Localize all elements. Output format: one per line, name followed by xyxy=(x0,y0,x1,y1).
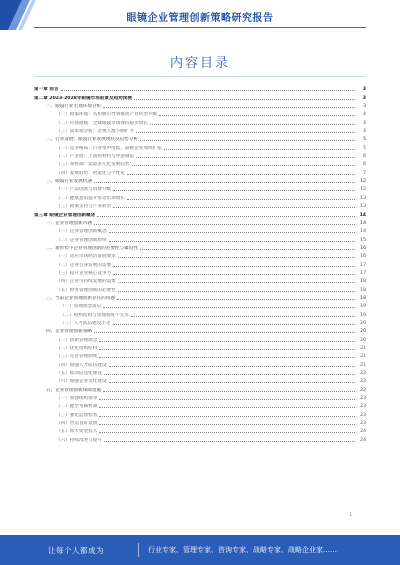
toc-entry-title: （三）需求端分析：近视人群不断扩大 xyxy=(56,129,135,135)
toc-entry-page: 16 xyxy=(360,245,366,251)
toc-leader-dots xyxy=(109,241,355,242)
toc-entry-page: 5 xyxy=(363,137,366,143)
toc-entry[interactable] xyxy=(34,326,366,334)
toc-entry-page: 3 xyxy=(362,95,366,101)
toc-entry[interactable] xyxy=(34,192,366,200)
toc-entry-page: 18 xyxy=(360,295,366,301)
toc-entry-page: 23 xyxy=(360,421,366,427)
toc-entry-title: （一）政策环境：从积极引导到推动产业转型升级 xyxy=(56,112,158,118)
toc-entry-title: 三、眼镜行业发展机遇 xyxy=(46,179,92,185)
toc-leader-dots xyxy=(164,149,355,150)
toc-leader-dots xyxy=(99,432,355,433)
toc-entry[interactable] xyxy=(34,418,366,426)
page-footer xyxy=(0,535,400,565)
toc-entry[interactable] xyxy=(34,293,366,301)
toc-entry-page: 22 xyxy=(360,379,366,385)
table-of-contents xyxy=(34,84,366,443)
toc-entry-title: （一）产品创新与消费升级 xyxy=(56,187,112,193)
page-number: 1 xyxy=(349,512,352,517)
toc-entry-page: 21 xyxy=(360,362,366,368)
toc-entry-page: 14 xyxy=(360,220,366,226)
toc-leader-dots xyxy=(109,382,355,383)
toc-entry-page: 24 xyxy=(360,437,366,443)
toc-entry-title: 二、新形势下企业管理创新的必要性与紧迫性 xyxy=(46,245,138,251)
toc-entry-page: 23 xyxy=(360,404,366,410)
toc-entry-page: 15 xyxy=(360,237,366,243)
toc-entry-page: 4 xyxy=(363,112,366,118)
toc-entry-page: 7 xyxy=(363,170,366,176)
toc-entry-title: （二）企业自身发展的需要 xyxy=(56,262,112,268)
toc-entry-title: （六）持续改进与提升 xyxy=(56,437,102,443)
toc-entry-page: 14 xyxy=(360,229,366,235)
toc-entry-title: （二）优化组织结构 xyxy=(56,346,98,351)
toc-entry[interactable] xyxy=(34,334,366,342)
toc-entry[interactable] xyxy=(34,318,366,326)
toc-entry[interactable] xyxy=(34,243,366,251)
toc-entry[interactable] xyxy=(34,201,366,209)
toc-entry-page: 12 xyxy=(360,187,366,193)
toc-leader-dots xyxy=(103,307,355,308)
toc-entry-title: 三、当前企业管理创新存在的问题 xyxy=(46,295,115,301)
toc-entry[interactable] xyxy=(34,401,366,409)
toc-entry[interactable] xyxy=(34,251,366,259)
toc-entry-page: 4 xyxy=(363,120,366,126)
toc-entry-title: （五）财务管理创新的必要性 xyxy=(56,287,116,293)
toc-leader-dots xyxy=(103,107,355,108)
toc-entry-title: 第二章 2023-2028年眼镜市场前景及趋势预测 xyxy=(34,95,132,101)
toc-entry-page: 17 xyxy=(360,262,366,268)
toc-entry[interactable] xyxy=(34,109,366,117)
toc-entry[interactable] xyxy=(34,184,366,192)
toc-entry-page: 20 xyxy=(360,329,366,335)
footer-roles: 行业专家、管理专家、咨询专家、战略专家、战略企业家…… xyxy=(148,546,337,554)
toc-entry-page: 20 xyxy=(360,320,366,326)
toc-entry-title: （三）完善管理制度 xyxy=(56,354,98,360)
toc-leader-dots xyxy=(118,282,355,283)
toc-leader-dots xyxy=(136,157,355,158)
toc-entry-page: 6 xyxy=(363,154,366,160)
toc-leader-dots xyxy=(134,99,355,100)
toc-entry-title: （五）推动信息化建设 xyxy=(56,371,102,377)
toc-entry[interactable] xyxy=(34,117,366,125)
toc-entry-title: （三）政策支持与产业转型 xyxy=(56,204,112,210)
toc-leader-dots xyxy=(118,257,355,258)
toc-entry-title: 二、行业发展：眼镜行业发展现状及趋势分析 xyxy=(46,137,138,143)
toc-entry-title: （一）加强组织领导 xyxy=(56,396,98,402)
toc-entry-title: （四）企业可持续发展的需要 xyxy=(56,279,116,285)
toc-entry[interactable] xyxy=(34,151,366,159)
toc-entry-page: 20 xyxy=(360,337,366,343)
toc-entry[interactable] xyxy=(34,351,366,359)
toc-entry-title: （四）发展趋势：智能化与个性化 xyxy=(56,170,125,176)
toc-leader-dots xyxy=(127,174,355,175)
toc-entry-page: 4 xyxy=(363,129,366,135)
toc-leader-dots xyxy=(104,374,355,375)
toc-entry[interactable] xyxy=(34,434,366,442)
toc-entry-page: 19 xyxy=(360,312,366,318)
toc-entry[interactable] xyxy=(34,409,366,417)
toc-entry[interactable] xyxy=(34,393,366,401)
toc-entry-page: 23 xyxy=(360,396,366,402)
toc-entry-page: 16 xyxy=(360,254,366,260)
toc-entry-page: 22 xyxy=(360,387,366,393)
toc-entry[interactable] xyxy=(34,234,366,242)
toc-entry-page: 3 xyxy=(363,104,366,110)
toc-entry[interactable] xyxy=(34,159,366,167)
toc-leader-dots xyxy=(136,132,355,133)
toc-entry[interactable] xyxy=(34,259,366,267)
toc-entry-page: 23 xyxy=(360,412,366,418)
toc-entry[interactable] xyxy=(34,84,366,92)
toc-entry-page: 21 xyxy=(360,354,366,360)
toc-leader-dots xyxy=(113,274,355,275)
toc-entry-page: 22 xyxy=(360,371,366,377)
toc-entry-page: 5 xyxy=(363,145,366,151)
toc-entry-title: （二）健全考核机制 xyxy=(56,404,98,410)
toc-entry[interactable] xyxy=(34,368,366,376)
toc-leader-dots xyxy=(61,90,355,91)
toc-entry-title: （三）人才队伍建设不足 xyxy=(60,320,111,326)
toc-entry-page: 13 xyxy=(360,204,366,210)
toc-leader-dots xyxy=(118,291,355,292)
toc-leader-dots xyxy=(131,316,355,317)
toc-entry-title: （一）创新管理理念 xyxy=(56,337,98,343)
toc-entry[interactable] xyxy=(34,268,366,276)
toc-entry[interactable] xyxy=(34,309,366,317)
footer-divider xyxy=(138,543,139,557)
toc-entry-page: 3 xyxy=(362,87,366,93)
toc-leader-dots xyxy=(132,165,355,166)
toc-entry-title: 五、企业管理创新保障措施 xyxy=(46,387,102,393)
toc-entry[interactable] xyxy=(34,176,366,184)
toc-leader-dots xyxy=(99,407,355,408)
toc-entry[interactable] xyxy=(34,301,366,309)
toc-leader-dots xyxy=(109,366,355,367)
toc-entry-title: 第三章 眼镜企业管理创新概述 xyxy=(34,212,96,218)
toc-entry-title: （一）企业管理创新概念 xyxy=(56,229,107,235)
toc-entry-page: 14 xyxy=(359,212,366,218)
toc-entry-page: 24 xyxy=(360,429,366,435)
toc-entry-title: 一、企业管理创新内涵 xyxy=(46,220,92,226)
toc-entry-title: （二）企业管理创新原则 xyxy=(56,237,107,243)
toc-leader-dots xyxy=(109,232,355,233)
toc-entry-title: （二）组织结构与管理制度不完善 xyxy=(60,312,129,318)
toc-entry-title: （一）适应市场经济发展要求 xyxy=(56,254,116,260)
toc-heading-divider xyxy=(34,76,366,77)
toc-leader-dots xyxy=(113,266,355,267)
toc-entry[interactable] xyxy=(34,343,366,351)
toc-entry-page: 13 xyxy=(360,195,366,201)
toc-leader-dots xyxy=(99,341,355,342)
toc-entry-page: 19 xyxy=(360,304,366,310)
toc-entry-page: 17 xyxy=(360,270,366,276)
toc-entry[interactable] xyxy=(34,142,366,150)
toc-leader-dots xyxy=(127,199,355,200)
toc-entry-page: 12 xyxy=(360,179,366,185)
toc-entry-title: （一）竞争格局：行业集中度低，品牌企业加快扩张 xyxy=(56,145,162,151)
toc-entry-page: 18 xyxy=(360,279,366,285)
toc-leader-dots xyxy=(94,332,355,333)
toc-entry-title: （二）健康意识提升带动市场增长 xyxy=(56,195,125,201)
toc-leader-dots xyxy=(150,124,355,125)
toc-leader-dots xyxy=(113,190,355,191)
toc-leader-dots xyxy=(113,324,355,325)
toc-entry[interactable] xyxy=(34,167,366,175)
toc-entry-title: （二）市场规模：全球眼镜市场保持稳步增长 xyxy=(56,120,148,126)
toc-entry-title: 一、眼镜行业宏观环境分析 xyxy=(46,104,102,110)
toc-entry[interactable] xyxy=(34,134,366,142)
toc-entry-title: （三）提升企业核心竞争力 xyxy=(56,270,112,276)
toc-entry[interactable] xyxy=(34,218,366,226)
toc-entry-page: 21 xyxy=(360,346,366,351)
toc-entry[interactable] xyxy=(34,426,366,434)
toc-leader-dots xyxy=(97,216,355,217)
toc-entry[interactable] xyxy=(34,376,366,384)
toc-leader-dots xyxy=(103,391,355,392)
page-header xyxy=(0,0,400,30)
toc-entry[interactable] xyxy=(34,359,366,367)
footer-slogan: 让每个人都成为 xyxy=(48,546,104,555)
toc-leader-dots xyxy=(99,357,355,358)
toc-entry-title: （四）加强人才队伍建设 xyxy=(56,362,107,368)
toc-leader-dots xyxy=(113,207,355,208)
toc-entry[interactable] xyxy=(34,92,366,100)
toc-entry-title: （三）零售端：渠道多元化发展趋势 xyxy=(56,162,130,168)
report-title: 眼镜企业管理创新策略研究报告 xyxy=(126,13,274,24)
toc-leader-dots xyxy=(140,249,355,250)
toc-entry[interactable] xyxy=(34,276,366,284)
toc-heading: 内容目录 xyxy=(169,56,230,71)
toc-entry[interactable] xyxy=(34,384,366,392)
toc-leader-dots xyxy=(117,299,355,300)
toc-entry-title: （五）加大资金投入 xyxy=(56,429,98,435)
toc-entry-title: （二）产业链：上游原材料与中游制造 xyxy=(56,154,135,160)
header-divider xyxy=(34,27,366,28)
toc-entry[interactable] xyxy=(34,284,366,292)
toc-leader-dots xyxy=(99,399,355,400)
toc-entry-title: （三）强化监督检查 xyxy=(56,412,98,418)
toc-leader-dots xyxy=(99,416,355,417)
toc-entry-page: 18 xyxy=(360,287,366,293)
toc-entry[interactable] xyxy=(34,226,366,234)
toc-entry-title: 第一章 前言 xyxy=(34,87,59,93)
toc-entry-title: 四、企业管理创新策略 xyxy=(46,329,92,335)
toc-leader-dots xyxy=(140,140,355,141)
toc-leader-dots xyxy=(104,441,355,442)
toc-entry-page: 6 xyxy=(363,162,366,168)
toc-leader-dots xyxy=(94,224,355,225)
toc-entry[interactable] xyxy=(34,209,366,217)
toc-entry-title: （六）加强企业文化建设 xyxy=(56,379,107,385)
toc-entry[interactable] xyxy=(34,101,366,109)
toc-entry-title: （一）管理理念落后 xyxy=(60,304,102,310)
toc-leader-dots xyxy=(99,349,355,350)
toc-leader-dots xyxy=(99,424,355,425)
toc-leader-dots xyxy=(159,115,355,116)
toc-entry[interactable] xyxy=(34,126,366,134)
toc-leader-dots xyxy=(94,182,355,183)
toc-entry-title: （四）营造良好氛围 xyxy=(56,421,98,427)
